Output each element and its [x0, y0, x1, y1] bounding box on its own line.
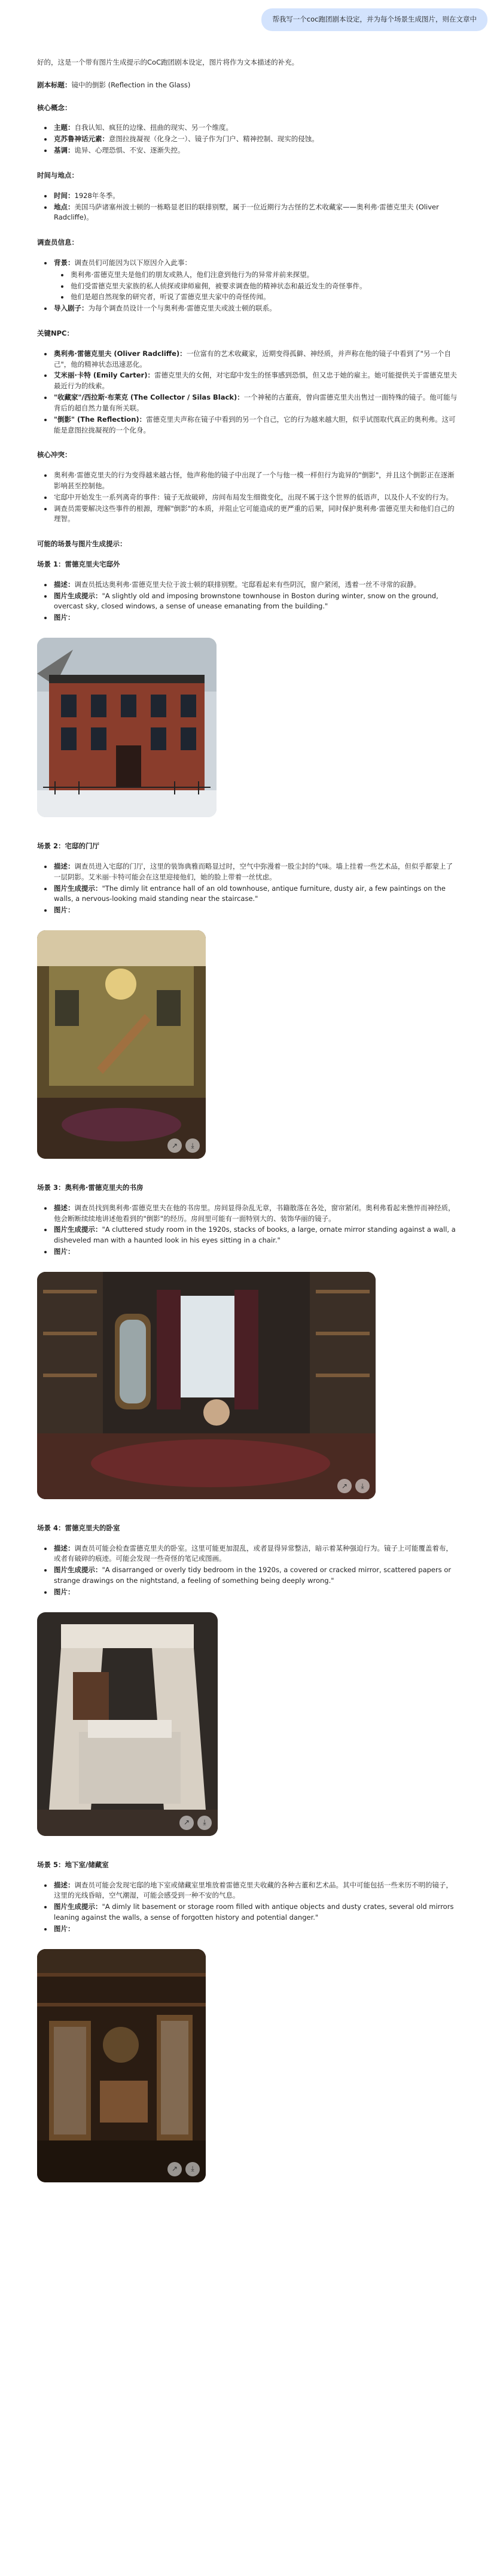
list-item: 图片生成提示："A dimly lit basement or storage room filled with antique objects and dusty crates, several old mirrors leaning against the walls, a sense of forgotten history and potential danger." [37, 1902, 459, 1923]
list-item: 图片： [37, 1587, 459, 1598]
list-item: 描述：调查员找到奥利弗·雷德克里夫在他的书房里。房间显得杂乱无章，书籍散落在各处，窗帘紧闭。奥利弗看起来憔悴而神经质，他会断断续续地讲述他看到的"倒影"的经历。房间里可能有一面特别大的、装饰华丽的镜子。 [37, 1203, 459, 1225]
hook-list [37, 258, 459, 314]
list-item: 图片生成提示："The dimly lit entrance hall of an old townhouse, antique furniture, dusty air, a few paintings on the walls, a nervous-looking maid standing near the staircase." [37, 884, 459, 905]
list-item: 图片： [37, 905, 459, 916]
scene-2-title: 场景 2：宅邸的门厅 [37, 842, 100, 851]
scene-2-image[interactable] [37, 930, 206, 1159]
scene-5-list [37, 1880, 459, 1935]
scene-3-image[interactable] [37, 1272, 376, 1499]
list-item: 描述：调查员进入宅邸的门厅，这里的装饰典雅而略显过时，空气中弥漫着一股尘封的气味。墙上挂着一些艺术品，但似乎都蒙上了一层阴影。艾米丽·卡特可能会在这里迎接他们，她的脸上带着一丝忧虑。 [37, 861, 459, 883]
list-item: 他们受雷德克里夫家族的私人侦探或律师雇佣，被要求调查他的精神状态和最近发生的奇怪事件。 [54, 281, 459, 292]
scene-1-image[interactable] [37, 638, 217, 817]
download-icon[interactable]: ⤓ [185, 2162, 200, 2176]
scene-5-image-actions [167, 2162, 200, 2176]
user-message-bubble: 帮我写一个coc跑团剧本设定，并为每个场景生成图片，则在文章中 [261, 8, 487, 31]
list-item: 地点：美国马萨诸塞州波士顿的一栋略显老旧的联排别墅，属于一位近期行为古怪的艺术收藏家——奥利弗·雷德克里夫 (Oliver Radcliffe)。 [37, 202, 459, 224]
list-item: 描述：调查员可能会发现宅邸的地下室或储藏室里堆放着雷德克里夫收藏的各种古董和艺术品。其中可能包括一些来历不明的镜子，这里的光线昏暗，空气潮湿，可能会感受到一种不安的气息。 [37, 1880, 459, 1902]
core-label: 核心概念： [37, 103, 72, 112]
list-item: 主题：自我认知、疯狂的边缘、扭曲的现实、另一个维度。 [37, 123, 459, 133]
list-item: 奥利弗·雷德克里夫的行为变得越来越古怪，他声称他的镜子中出现了一个与他一模一样但行为诡异的"倒影"，并且这个倒影正在逐渐影响甚至控制他。 [37, 470, 459, 492]
scene-5-image[interactable] [37, 1949, 206, 2182]
list-item: 图片： [37, 1247, 459, 1257]
list-item: 艾米丽·卡特 (Emily Carter)：雷德克里夫的女佣，对宅邸中发生的怪事感到恐惧，但又忠于她的雇主。她可能提供关于雷德克里夫最近行为的线索。 [37, 370, 459, 392]
scene-4-image[interactable] [37, 1612, 218, 1836]
list-item: 图片生成提示："A cluttered study room in the 1920s, stacks of books, a large, ornate mirror standing against a wall, a disheveled man with a haunted look in his eyes sitting in a chair." [37, 1225, 459, 1246]
list-item: 调查员需要解决这些事件的根源，理解"倒影"的本质，并阻止它可能造成的更严重的后果，同时保护奥利弗·雷德克里夫和他们自己的理智。 [37, 504, 459, 525]
scene-4-list [37, 1543, 459, 1598]
list-item: 他们是超自然现象的研究者，听说了雷德克里夫家中的奇怪传闻。 [54, 292, 459, 303]
study-room-illustration [37, 1272, 376, 1499]
townhouse-illustration [37, 638, 217, 817]
scene-3-title: 场景 3：奥利弗·雷德克里夫的书房 [37, 1183, 144, 1192]
download-icon[interactable]: ⤓ [355, 1479, 370, 1493]
conflict-list [37, 470, 459, 525]
download-icon[interactable]: ⤓ [197, 1816, 212, 1830]
conflict-label: 核心冲突： [37, 450, 72, 459]
scene-3-image-actions [337, 1479, 370, 1493]
list-item: 描述：调查员抵达奥利弗·雷德克里夫位于波士顿的联排别墅。宅邸看起来有些阴沉，窗户紧闭，透着一丝不寻常的寂静。 [37, 580, 459, 590]
download-icon[interactable]: ⤓ [185, 1138, 200, 1153]
list-item: 奥利弗·雷德克里夫是他们的朋友或熟人，他们注意到他行为的异常并前来探望。 [54, 270, 459, 281]
script-title: 剧本标题：镜中的倒影 (Reflection in the Glass) [37, 80, 191, 89]
list-item: 图片生成提示："A slightly old and imposing brownstone townhouse in Boston during winter, snow on the ground, overcast sky, closed windows, a sense of unease emanating from the building." [37, 591, 459, 613]
list-item: 克苏鲁神话元素：意图拉拢凝视（化身之一）、镜子作为门户、精神控制、现实的侵蚀。 [37, 134, 459, 145]
intro-text: 好的，这是一个带有图片生成提示的CoC跑团剧本设定，图片将作为文本描述的补充。 [37, 58, 299, 66]
scene-2-image-actions [167, 1138, 200, 1153]
list-item: 描述：调查员可能会检查雷德克里夫的卧室。这里可能更加混乱，或者显得异常整洁，暗示着某种强迫行为。镜子上可能覆盖着布，或者有破碎的痕迹。可能会发现一些奇怪的笔记或图画。 [37, 1543, 459, 1565]
time-list [37, 191, 459, 223]
list-item: 背景：调查员们可能因为以下原因介入此事： 奥利弗·雷德克里夫是他们的朋友或熟人，他们注意到他行为的异常并前来探望。 他们受雷德克里夫家族的私人侦探或律师雇佣，被要求调查他的精神状态和最近发生的奇怪事件。 他们是超自然现象的研究者，听说了雷德克里夫家中的奇怪传闻。 [37, 258, 459, 303]
hook-label: 调查员信息： [37, 238, 78, 247]
share-icon[interactable]: ↗ [167, 2162, 182, 2176]
scene-2-list [37, 861, 459, 916]
scene-1-title: 场景 1：雷德克里夫宅邸外 [37, 560, 120, 568]
list-item: 图片生成提示："A disarranged or overly tidy bedroom in the 1920s, a covered or cracked mirror, scattered papers or strange drawings on the nightstand, a feeling of something being deeply wrong." [37, 1565, 459, 1587]
share-icon[interactable]: ↗ [179, 1816, 194, 1830]
npc-label: 关键NPC： [37, 329, 74, 337]
npc-list [37, 349, 459, 436]
assistant-response [37, 57, 459, 2206]
scene-4-title: 场景 4：雷德克里夫的卧室 [37, 1523, 120, 1532]
scene-4-image-actions [179, 1816, 212, 1830]
list-item: 奥利弗·雷德克里夫 (Oliver Radcliffe)：一位富有的艺术收藏家，近期变得孤僻、神经质，并声称在他的镜子中看到了"另一个自己"，他的精神状态迅速恶化。 [37, 349, 459, 370]
share-icon[interactable]: ↗ [167, 1138, 182, 1153]
scene-3-list [37, 1203, 459, 1257]
hook-sublist [54, 270, 459, 303]
core-list [37, 123, 459, 156]
bedroom-illustration [37, 1612, 218, 1836]
list-item: "收藏家"/西拉斯·布莱克 (The Collector / Silas Black)：一个神秘的古董商，曾向雷德克里夫出售过一面特殊的镜子。他可能与背后的超自然力量有所关联。 [37, 392, 459, 414]
basement-illustration [37, 1949, 206, 2182]
time-label: 时间与地点： [37, 170, 78, 179]
scene-1-list [37, 580, 459, 623]
list-item: 基调：诡异、心理恐惧、不安、逐渐失控。 [37, 145, 459, 156]
scenes-label: 可能的场景与图片生成提示： [37, 540, 127, 549]
scene-5-title: 场景 5：地下室/储藏室 [37, 1860, 109, 1869]
list-item: 导入剧子：为每个调查员设计一个与奥利弗·雷德克里夫或波士顿的联系。 [37, 303, 459, 314]
list-item: "倒影" (The Reflection)：雷德克里夫声称在镜子中看到的另一个自己，它的行为越来越大胆，似乎试图取代真正的奥利弗。这可能是意图拉拢凝视的一个化身。 [37, 415, 459, 436]
list-item: 时间：1928年冬季。 [37, 191, 459, 202]
list-item: 宅邸中开始发生一系列离奇的事件：镜子无故破碎，房间布局发生细微变化，出现不属于这个世界的低语声，以及仆人不安的行为。 [37, 492, 459, 503]
entrance-hall-illustration [37, 930, 206, 1159]
list-item: 图片： [37, 613, 459, 623]
share-icon[interactable]: ↗ [337, 1479, 352, 1493]
list-item: 图片： [37, 1924, 459, 1935]
